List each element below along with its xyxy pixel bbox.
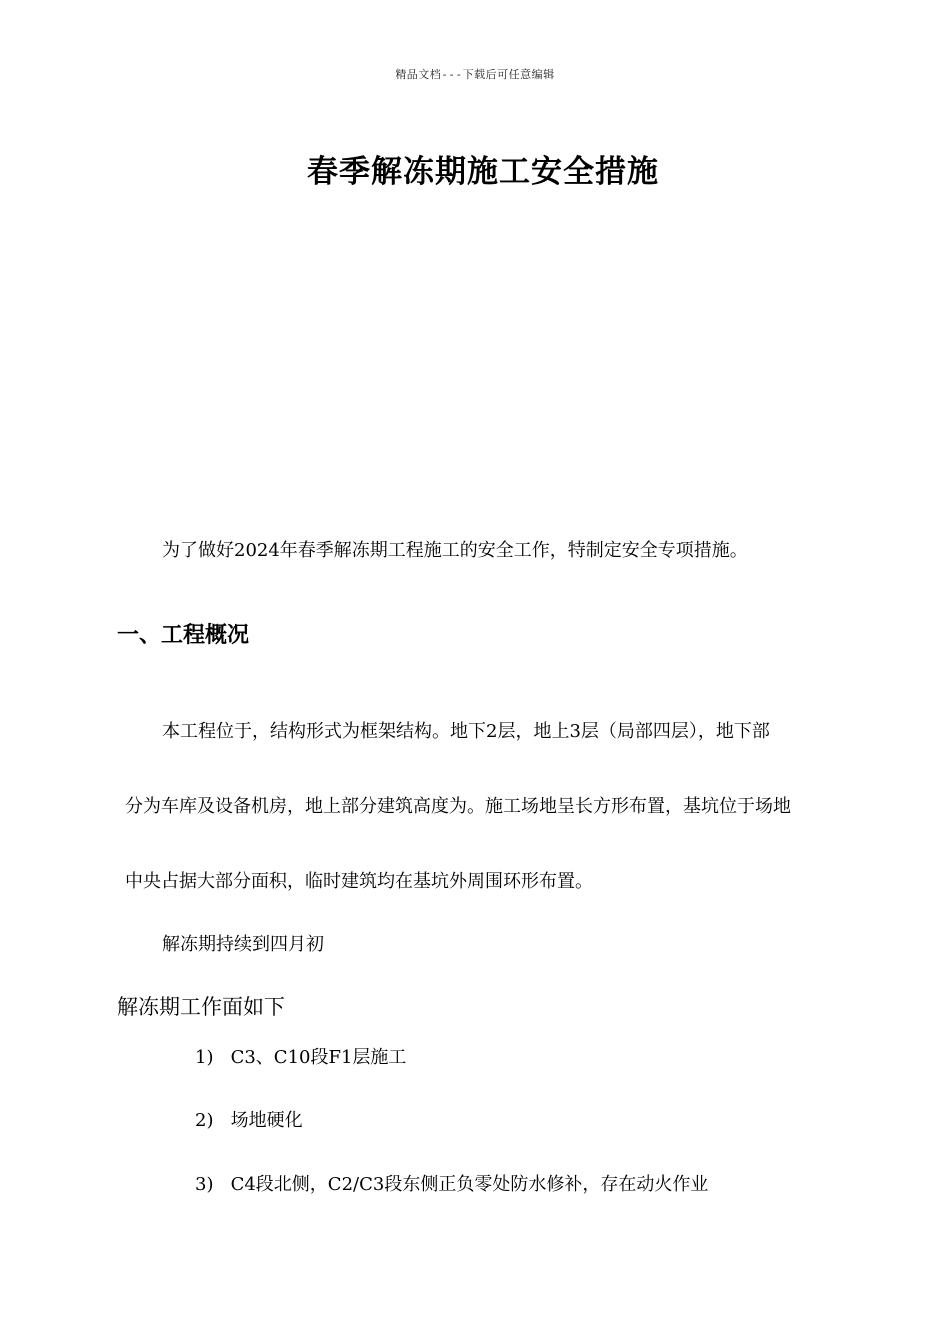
document-title: 春季解冻期施工安全措施	[307, 154, 659, 190]
header-note: 精品文档---下载后可任意编辑	[395, 68, 555, 81]
overview-paragraph-line-1: 本工程位于，结构形式为框架结构。地下2层，地上3层（局部四层），地下部	[162, 721, 770, 742]
section-heading-project-overview: 一、工程概况	[117, 623, 250, 648]
work-areas-heading: 解冻期工作面如下	[117, 995, 285, 1019]
list-item	[195, 1106, 303, 1132]
list-item-number: 1)	[195, 1047, 214, 1068]
intro-paragraph: 为了做好2024年春季解冻期工程施工的安全工作，特制定安全专项措施。	[162, 540, 748, 561]
list-item	[195, 1043, 406, 1069]
list-item-number: 3)	[195, 1174, 214, 1195]
list-item	[195, 1170, 708, 1196]
list-item-text: C3、C10段F1层施工	[230, 1047, 407, 1068]
thaw-duration-text: 解冻期持续到四月初	[162, 934, 324, 955]
list-item-text: 场地硬化	[230, 1110, 303, 1131]
overview-paragraph-line-3: 中央占据大部分面积，临时建筑均在基坑外周围环形布置。	[125, 871, 593, 892]
list-item-text: C4段北侧，C2/C3段东侧正负零处防水修补，存在动火作业	[230, 1174, 709, 1195]
overview-paragraph-line-2: 分为车库及设备机房，地上部分建筑高度为。施工场地呈长方形布置，基坑位于场地	[125, 796, 791, 817]
list-item-number: 2)	[195, 1110, 214, 1131]
